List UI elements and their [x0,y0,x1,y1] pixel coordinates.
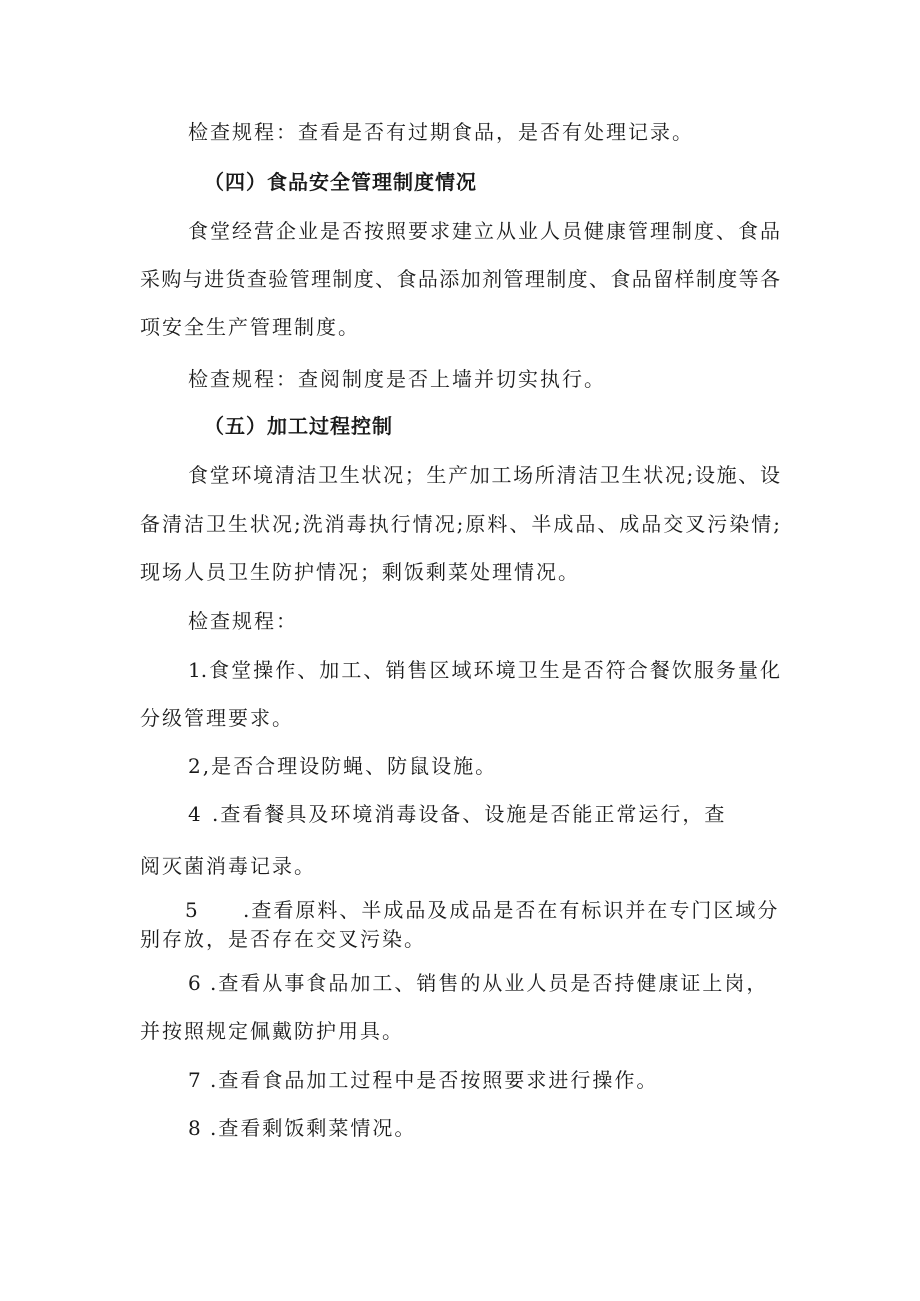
check-item-7-number: 7 [188,1068,203,1092]
check-item-7 [188,1067,658,1093]
section-heading-4: （四）食品安全管理制度情况 [204,170,477,194]
check-item-6-line-2: 并按照规定佩戴防护用具。 [140,1019,404,1043]
section-4-paragraph-line-1: 食堂经营企业是否按照要求建立从业人员健康管理制度、食品 [188,219,780,243]
check-item-7-text: .查看食品加工过程中是否按照要求进行操作。 [210,1068,659,1092]
check-item-8 [188,1115,416,1141]
check-item-4-line-2: 阅灭菌消毒记录。 [140,854,316,878]
section-5-paragraph-line-1: 食堂环境清洁卫生状况；生产加工场所清洁卫生状况;设施、设 [188,463,780,487]
check-item-8-number: 8 [188,1116,203,1140]
section-4-check-rule: 检查规程：查阅制度是否上墙并切实执行。 [188,367,606,391]
check-item-5-text: .查看原料、半成品及成品是否在有标识并在专门区域分 [243,898,780,922]
section-5-paragraph-line-3: 现场人员卫生防护情况；剩饭剩菜处理情况。 [140,560,580,584]
check-item-6-text: .查看从事食品加工、销售的从业人员是否持健康证上岗， [210,971,769,995]
check-rule-expired-food: 检查规程：查看是否有过期食品，是否有处理记录。 [188,120,694,144]
section-4-paragraph-line-3: 项安全生产管理制度。 [140,315,360,339]
section-4-paragraph-line-2: 采购与进货查验管理制度、食品添加剂管理制度、食品留样制度等各 [140,267,780,291]
check-item-4-number: 4 [188,802,203,826]
check-item-6-line-1 [188,970,768,996]
check-item-5-line-1 [185,897,779,923]
check-item-4-line-1 [188,801,726,827]
check-item-5-line-2: 别存放，是否存在交叉污染。 [140,927,426,951]
check-item-5-number: 5 [185,898,200,922]
check-item-6-number: 6 [188,971,203,995]
section-5-paragraph-line-2: 备清洁卫生状况;洗消毒执行情况;原料、半成品、成品交叉污染情; [140,512,780,536]
check-item-8-text: .查看剩饭剩菜情况。 [210,1116,417,1140]
check-item-1-line-2: 分级管理要求。 [140,706,294,730]
check-item-2: 2,是否合理设防蝇、防鼠设施。 [188,754,498,778]
section-5-check-rule-label: 检查规程： [188,609,298,633]
section-heading-5: （五）加工过程控制 [204,414,393,438]
check-item-4-text: .查看餐具及环境消毒设备、设施是否能正常运行，查 [212,802,727,826]
check-item-1-line-1: 1.食堂操作、加工、销售区域环境卫生是否符合餐饮服务量化 [188,658,780,682]
